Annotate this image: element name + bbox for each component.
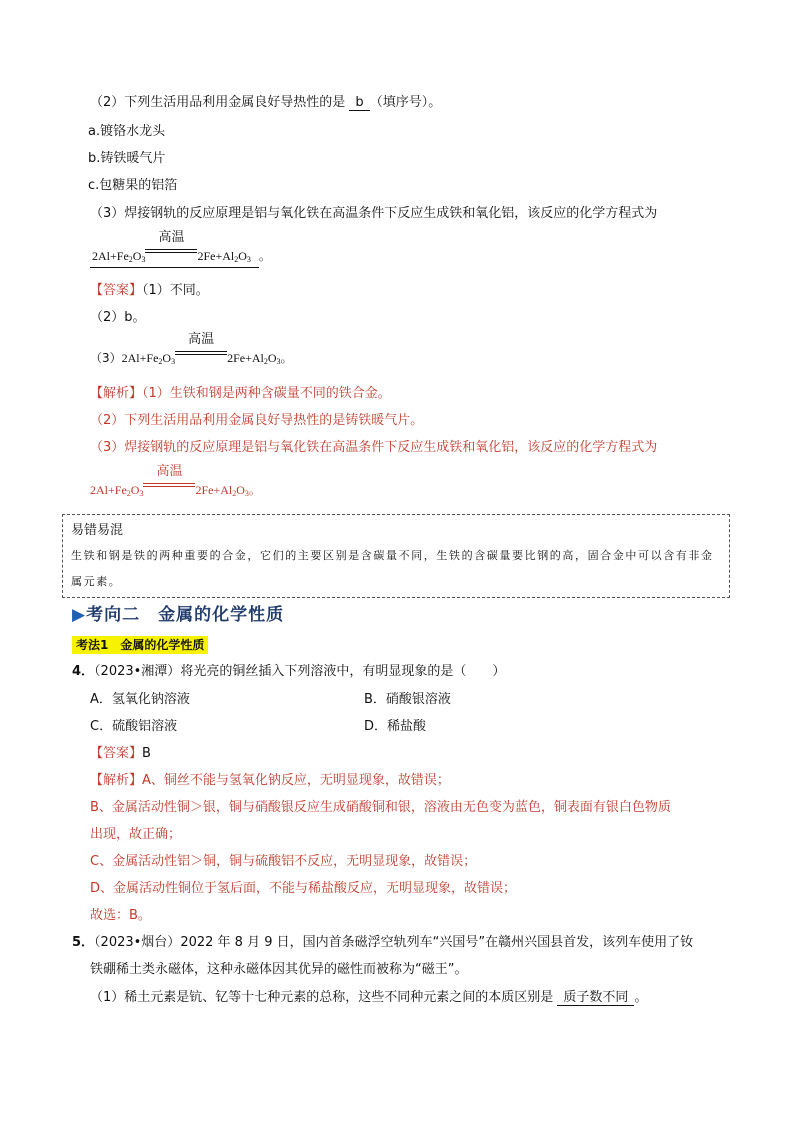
q5-sub1-answer: 质子数不同: [557, 990, 634, 1006]
q4-answer-value: B: [142, 746, 151, 761]
q3-stem: （3）焊接钢轨的反应原理是铝与氧化铁在高温条件下反应生成铁和氧化铝，该反应的化学方程式为: [90, 206, 658, 221]
q4-option-d: D．稀盐酸: [364, 719, 427, 734]
answer-3-end: 。: [280, 351, 293, 365]
q4-analysis-b: B、金属活动性铜＞银，铜与硝酸银反应生成硝酸铜和银，溶液由无色变为蓝色，铜表面有银白色物质: [90, 800, 671, 815]
section-arrow-icon: ▶: [72, 605, 87, 625]
q5-source: （2023•烟台）: [94, 935, 181, 950]
q2-option-a: a.镀铬水龙头: [88, 124, 166, 139]
answer-1: （1）不同。: [142, 283, 209, 298]
q4-answer-label: 【答案】: [90, 746, 143, 761]
q3-equation: [90, 230, 271, 268]
q3-end: 。: [258, 249, 271, 263]
answer-line2: （2）b。: [90, 310, 146, 325]
q4-analysis-b2: 出现，故正确；: [90, 827, 182, 842]
q5-stem-line1: [72, 935, 693, 951]
answer-equation: $(3)2Al+Fe_2O_3$ 高温 $2Fe+Al_2O_3$。: [90, 332, 293, 366]
q4-option-b: B．硝酸银溶液: [364, 692, 451, 707]
q4-source: （2023•湘潭）: [94, 664, 181, 679]
q2-stem: [90, 95, 441, 111]
q5-sub1-end: 。: [634, 990, 648, 1005]
q5-sub1: [90, 990, 647, 1006]
section-heading: [72, 600, 284, 625]
section-title: 考向二 金属的化学性质: [86, 605, 285, 625]
q4-analysis-label: 【解析】: [90, 773, 143, 788]
answer-label: 【答案】: [90, 283, 143, 298]
analysis-label: 【解析】: [90, 386, 143, 401]
q5-number: 5．: [72, 935, 95, 950]
q4-stem: [72, 664, 505, 680]
q2-stem-pre: （2）下列生活用品利用金属良好导热性的是: [90, 95, 346, 110]
q4-answer: [90, 746, 151, 762]
q4-option-c: C．硫酸铝溶液: [90, 719, 178, 734]
tip-box-text: 生铁和钢是铁的两种重要的合金，它们的主要区别是含碳量不同，生铁的含碳量要比钢的高，固合金中可以含有非金属元素。: [71, 549, 714, 588]
answer-condition: 高温: [188, 332, 215, 347]
analysis-line3: （3）焊接钢轨的反应原理是铝与氧化铁在高温条件下反应生成铁和氧化铝，该反应的化学方程式为: [90, 440, 658, 455]
q3-equation-blank: $2Al+Fe_2O_3$ 高温 $2Fe+Al_2O_3$: [90, 244, 259, 268]
q5-sub1-pre: （1）稀土元素是钪、钇等十七种元素的总称，这些不同种元素之间的本质区别是: [90, 990, 554, 1005]
analysis-line1: [90, 386, 391, 402]
q2-stem-post: （填序号）。: [369, 95, 442, 110]
q2-option-b: b.铸铁暖气片: [88, 151, 166, 166]
q4-analysis-c: C、金属活动性铝＞铜，铜与硫酸铝不反应，无明显现象，故错误；: [90, 854, 477, 869]
analysis-end: 。: [248, 483, 261, 497]
analysis-line2: （2）下列生活用品利用金属良好导热性的是铸铁暖气片。: [90, 413, 424, 428]
q2-option-c: c.包糖果的铝箔: [88, 178, 178, 193]
q4-analysis-1: [90, 773, 450, 789]
analysis-condition: 高温: [156, 464, 183, 479]
kaofa-label: 考法1 金属的化学性质: [72, 636, 208, 654]
q2-answer-blank: b: [349, 95, 369, 111]
q4-analysis-d: D、金属活动性铜位于氢后面，不能与稀盐酸反应，无明显现象，故错误；: [90, 881, 517, 896]
q4-option-a: A．氢氧化钠溶液: [90, 692, 190, 707]
analysis-equation: $2Al+Fe_2O_3$ 高温 $2Fe+Al_2O_3$。: [90, 464, 261, 498]
tip-box-title: 易错易混: [71, 523, 124, 538]
tip-box: [62, 514, 730, 598]
q5-stem-line2: 铁硼稀土类永磁体，这种永磁体因其优异的磁性而被称为“磁王”。: [90, 962, 468, 977]
q4-question: 将光亮的铜丝插入下列溶液中，有明显现象的是（ ）: [180, 664, 506, 679]
answer-3-prefix: （3）: [90, 351, 122, 365]
q5-stem-1: 2022 年 8 月 9 日，国内首条磁浮空轨列车“兴国号”在赣州兴国县首发，该列车使用了钕: [180, 935, 694, 950]
q3-condition: 高温: [158, 230, 185, 245]
q4-number: 4．: [72, 664, 95, 679]
q4-analysis-a: A、铜丝不能与氢氧化钠反应，无明显现象，故错误；: [142, 773, 450, 788]
q4-analysis-choice: 故选：B。: [90, 908, 151, 923]
analysis-1: （1）生铁和钢是两种含碳量不同的铁合金。: [142, 386, 391, 401]
answer-line1: [90, 283, 209, 299]
